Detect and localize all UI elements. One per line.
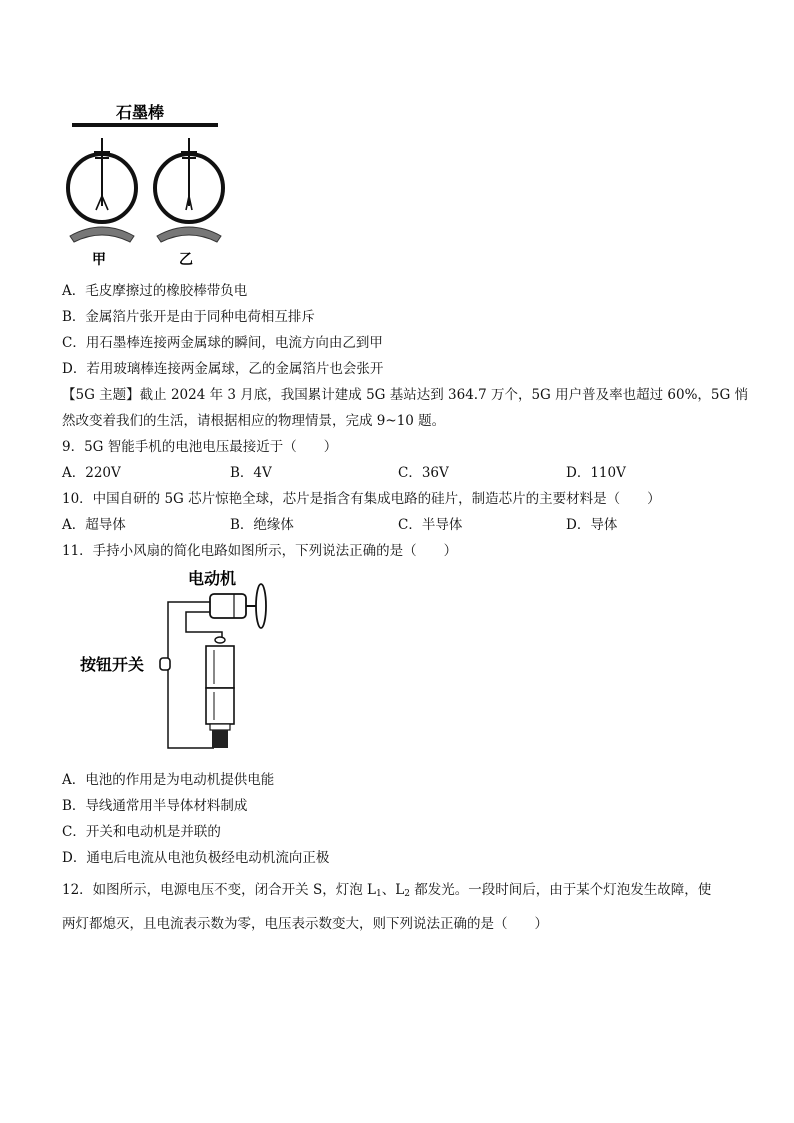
q12-stem-line1 <box>62 878 711 899</box>
button-switch <box>160 658 170 670</box>
intro-5g-line1: 【5G 主题】截止 2024 年 3 月底，我国累计建成 5G 基站达到 364.7 万个，5G 用户普及率也超过 60%，5G 悄 <box>62 387 749 403</box>
q10-option-a: A．超导体 <box>62 517 126 533</box>
q8-option-d: D．若用玻璃棒连接两金属球，乙的金属箔片也会张开 <box>62 361 384 377</box>
q11-stem: 11．手持小风扇的简化电路如图所示，下列说法正确的是（ ） <box>62 543 458 559</box>
q12-sep: 、L <box>381 882 405 898</box>
q8-option-c: C．用石墨棒连接两金属球的瞬间，电流方向由乙到甲 <box>62 335 383 351</box>
q11-option-d: D．通电后电流从电池负极经电动机流向正极 <box>62 850 330 866</box>
fan-blade <box>256 584 266 628</box>
switch-label: 按钮开关 <box>80 655 145 674</box>
q11-option-b: B．导线通常用半导体材料制成 <box>62 798 248 814</box>
electroscope-diagram <box>64 96 234 268</box>
q10-option-c: C．半导体 <box>398 517 463 533</box>
q11-option-a: A．电池的作用是为电动机提供电能 <box>62 772 275 788</box>
q8-option-a: A．毛皮摩擦过的橡胶棒带负电 <box>62 283 248 299</box>
rod-label: 石墨棒 <box>116 103 165 122</box>
fan-circuit-diagram <box>74 562 294 757</box>
motor-label: 电动机 <box>188 569 237 588</box>
q10-option-b: B．绝缘体 <box>230 517 294 533</box>
q12-stem-line2: 两灯都熄灭，且电流表示数为零，电压表示数变大，则下列说法正确的是（ ） <box>62 916 548 932</box>
q9-option-d: D．110V <box>566 465 626 481</box>
graphite-rod <box>72 123 218 127</box>
q12-part2: 都发光。一段时间后，由于某个灯泡发生故障，使 <box>409 882 712 898</box>
q9-option-c: C．36V <box>398 465 449 481</box>
q12-part1: 12．如图所示，电源电压不变，闭合开关 S，灯泡 L <box>62 882 376 898</box>
q12-sub1: 1 <box>375 889 382 899</box>
fan-circuit-figure <box>74 562 294 757</box>
right-electroscope <box>155 138 223 242</box>
q10-option-d: D．导体 <box>566 517 618 533</box>
left-label: 甲 <box>92 252 106 268</box>
right-label: 乙 <box>179 252 193 268</box>
q11-option-c: C．开关和电动机是并联的 <box>62 824 221 840</box>
battery-2 <box>206 688 234 724</box>
motor <box>210 594 246 618</box>
intro-5g-line2: 然改变着我们的生活，请根据相应的物理情景，完成 9~10 题。 <box>62 413 446 429</box>
q9-option-b: B．4V <box>230 465 272 481</box>
q9-stem: 9．5G 智能手机的电池电压最接近于（ ） <box>62 439 338 455</box>
q12-sub2: 2 <box>404 889 410 899</box>
battery-base <box>212 730 228 748</box>
electroscope-figure <box>64 96 234 268</box>
left-electroscope <box>68 138 136 242</box>
battery-1 <box>206 646 234 688</box>
q10-stem: 10．中国自研的 5G 芯片惊艳全球，芯片是指含有集成电路的硅片，制造芯片的主要材料是（ ） <box>62 491 661 507</box>
q9-option-a: A．220V <box>62 465 121 481</box>
q8-option-b: B．金属箔片张开是由于同种电荷相互排斥 <box>62 309 315 325</box>
